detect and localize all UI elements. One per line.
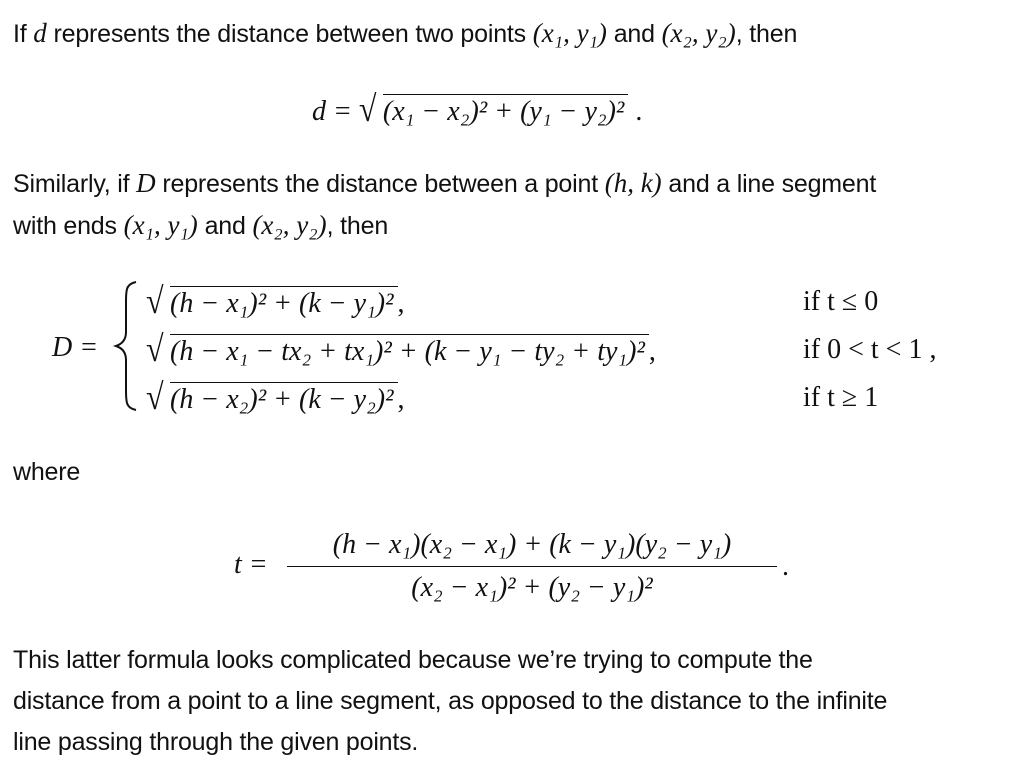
case-1-condition: if t ≤ 0 xyxy=(803,286,879,317)
eq3-period: . xyxy=(782,551,789,582)
t-fraction xyxy=(287,526,777,607)
case-2-condition: if 0 < t < 1 , xyxy=(803,334,937,365)
case-3-condition: if t ≥ 1 xyxy=(803,382,879,413)
symbol-d: d xyxy=(33,18,47,48)
case-2 xyxy=(146,327,656,370)
text-similarly: Similarly, if xyxy=(13,170,130,198)
point-hk: (h, k) xyxy=(604,168,662,198)
text-with-ends: with ends xyxy=(13,212,117,240)
case-2-comma: , xyxy=(648,336,656,367)
case-3-expr: (h − x₂)² + (k − y₂)² xyxy=(170,382,398,414)
left-brace-icon xyxy=(112,280,142,412)
text-and-2: and xyxy=(204,212,246,240)
case-1-radical xyxy=(146,279,398,322)
case-2-expr: (h − x₁ − tx₂ + tx₁)² + (k − y₁ − ty₂ + ty₁)² xyxy=(170,334,649,366)
text-distance-points: represents the distance between two points xyxy=(53,20,526,48)
text-line-segment: and a line segment xyxy=(668,170,877,198)
text-then-2: , then xyxy=(326,212,389,240)
text-distance-point: represents the distance between a point xyxy=(162,170,598,198)
case-2-radical xyxy=(146,327,649,370)
t-denominator: (x₂ − x₁)² + (y₂ − y₁)² xyxy=(411,572,653,603)
intro-paragraph xyxy=(13,13,797,55)
case-1 xyxy=(146,279,405,322)
sqrt-icon: √ xyxy=(146,327,164,370)
case-3-comma: , xyxy=(397,384,405,415)
eq1-radicand: (x₁ − x₂)² + (y₁ − y₂)² xyxy=(383,94,628,126)
segment-point-1: (x₁, y₁) xyxy=(123,210,198,240)
point-2: (x₂, y₂) xyxy=(661,18,736,48)
symbol-D: D xyxy=(136,168,156,198)
segment-paragraph xyxy=(13,163,876,247)
case-3 xyxy=(146,375,405,418)
piecewise-lhs: D = xyxy=(52,332,99,363)
fraction-bar xyxy=(287,566,777,567)
text-then: , then xyxy=(735,20,798,48)
closing-paragraph xyxy=(13,640,887,763)
t-numerator: (h − x₁)(x₂ − x₁) + (k − y₁)(y₂ − y₁) xyxy=(332,529,732,560)
distance-formula xyxy=(312,87,643,130)
closing-line-3: line passing through the given points. xyxy=(13,728,419,756)
case-1-expr: (h − x₁)² + (k − y₁)² xyxy=(170,286,398,318)
text-if: If xyxy=(13,20,27,48)
closing-line-1: This latter formula looks complicated because we’re trying to compute the xyxy=(13,646,813,674)
text-and: and xyxy=(613,20,655,48)
sqrt-icon: √ xyxy=(358,87,377,130)
eq1-period: . xyxy=(635,96,643,127)
eq1-radical xyxy=(358,87,628,130)
case-3-radical xyxy=(146,375,398,418)
case-1-comma: , xyxy=(397,288,405,319)
eq1-lhs: d = xyxy=(312,96,352,127)
sqrt-icon: √ xyxy=(146,375,164,418)
sqrt-icon: √ xyxy=(146,279,164,322)
t-lhs: t = xyxy=(234,549,268,580)
point-1: (x₁, y₁) xyxy=(532,18,607,48)
segment-point-2: (x₂, y₂) xyxy=(252,210,327,240)
closing-line-2: distance from a point to a line segment, as opposed to the distance to the infinite xyxy=(13,687,888,715)
where-label: where xyxy=(13,458,81,486)
